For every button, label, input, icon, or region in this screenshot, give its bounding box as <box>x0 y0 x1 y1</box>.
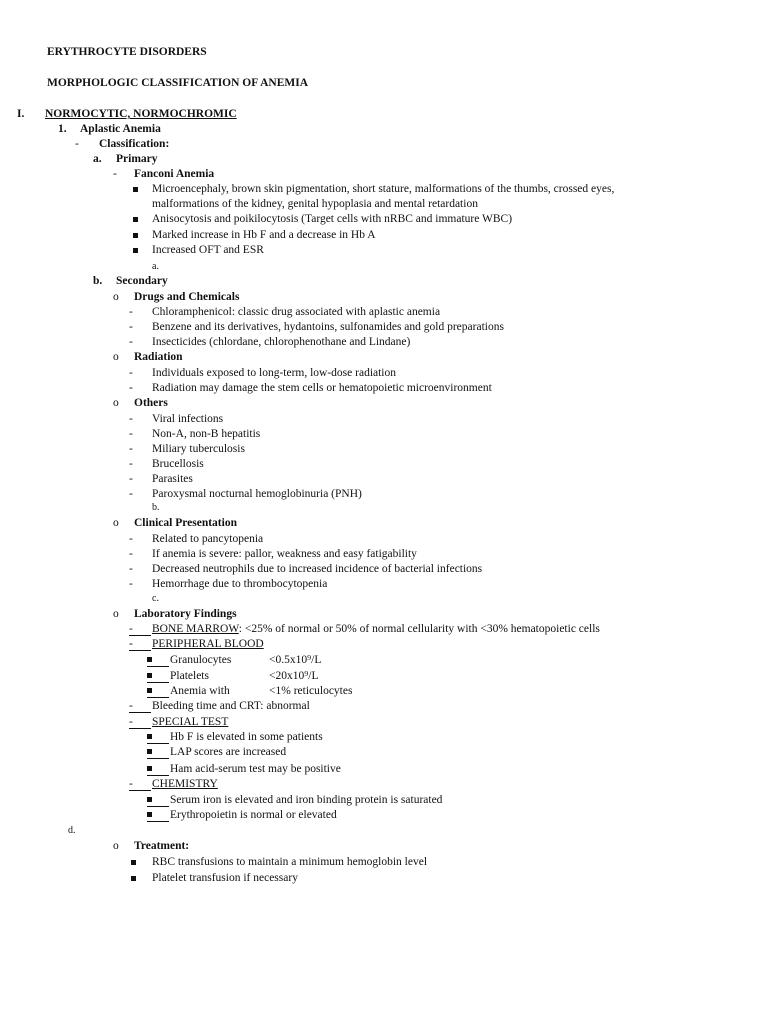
list-item: Hb F is elevated in some patients <box>170 731 323 743</box>
dash-bullet: - <box>129 443 133 455</box>
sub-letter: b. <box>93 275 103 287</box>
square-bullet <box>133 213 138 227</box>
special-test-label: SPECIAL TEST <box>152 716 229 728</box>
list-item: Erythropoietin is normal or elevated <box>170 809 337 821</box>
item-number: 1. <box>58 123 67 135</box>
dash-bullet: - <box>129 367 133 379</box>
dash-bullet: - <box>129 321 133 333</box>
radiation-heading: Radiation <box>134 351 183 363</box>
list-item: If anemia is severe: pallor, weakness and easy fatigability <box>152 548 417 560</box>
bone-marrow-text: : <25% of normal or 50% of normal cellularity with <30% hematopoietic cells <box>238 623 600 635</box>
secondary-heading: Secondary <box>116 275 168 287</box>
treatment-heading: Treatment: <box>134 840 190 852</box>
dash-bullet: - <box>129 306 133 318</box>
square-bullet-underlined <box>147 730 169 744</box>
list-item: Radiation may damage the stem cells or hematopoietic microenvironment <box>152 382 492 394</box>
square-bullet <box>133 183 138 197</box>
list-item: Brucellosis <box>152 458 204 470</box>
list-item: Individuals exposed to long-term, low-dose radiation <box>152 367 397 379</box>
drugs-heading: Drugs and Chemicals <box>134 291 240 303</box>
square-bullet <box>133 244 138 258</box>
dash-bullet: - <box>129 473 133 485</box>
dash-bullet: - <box>129 700 133 712</box>
dash-bullet: - <box>129 413 133 425</box>
list-item: Ham acid-serum test may be positive <box>170 763 341 775</box>
list-item: Chloramphenicol: classic drug associated with aplastic anemia <box>152 306 441 318</box>
square-bullet <box>131 872 136 886</box>
list-item: Hemorrhage due to thrombocytopenia <box>152 578 328 590</box>
sub-letter: a. <box>93 153 102 165</box>
square-bullet-underlined <box>147 653 169 667</box>
dash-bullet: - <box>129 428 133 440</box>
square-bullet-underlined <box>147 793 169 807</box>
primary-heading: Primary <box>116 153 158 165</box>
circle-bullet: o <box>113 517 119 529</box>
section-number: I. <box>17 108 25 120</box>
circle-bullet: o <box>113 397 119 409</box>
dash-bullet: - <box>129 623 133 635</box>
anemia-label: Anemia with <box>170 685 230 697</box>
granulocytes-label: Granulocytes <box>170 654 232 666</box>
dash-bullet: - <box>113 168 117 180</box>
dash-bullet: - <box>129 458 133 470</box>
dash-bullet: - <box>129 578 133 590</box>
circle-bullet: o <box>113 840 119 852</box>
list-item: LAP scores are increased <box>170 746 287 758</box>
list-item: Benzene and its derivatives, hydantoins, sulfonamides and gold preparations <box>152 321 504 333</box>
dash-bullet: - <box>129 638 133 650</box>
item-title-aplastic-anemia: Aplastic Anemia <box>80 123 161 135</box>
fanconi-heading: Fanconi Anemia <box>134 168 215 180</box>
granulocytes-value: <0.5x10⁹/L <box>269 654 322 666</box>
list-item: Decreased neutrophils due to increased incidence of bacterial infections <box>152 563 483 575</box>
section-title: NORMOCYTIC, NORMOCHROMIC <box>45 108 237 120</box>
list-item: Non-A, non-B hepatitis <box>152 428 261 440</box>
list-item: Serum iron is elevated and iron binding protein is saturated <box>170 794 443 806</box>
stray-marker: a. <box>152 261 159 272</box>
list-item: Increased OFT and ESR <box>152 244 264 256</box>
square-bullet-underlined <box>147 808 169 822</box>
dash-bullet: - <box>75 138 79 150</box>
list-item-continued: malformations of the kidney, genital hypoplasia and mental retardation <box>152 198 478 210</box>
peripheral-blood-label: PERIPHERAL BLOOD <box>152 638 264 650</box>
list-item: Miliary tuberculosis <box>152 443 245 455</box>
square-bullet <box>131 856 136 870</box>
square-bullet-underlined <box>147 745 169 759</box>
others-heading: Others <box>134 397 168 409</box>
dash-bullet: - <box>129 336 133 348</box>
circle-bullet: o <box>113 351 119 363</box>
list-item: RBC transfusions to maintain a minimum hemoglobin level <box>152 856 428 868</box>
lab-heading: Laboratory Findings <box>134 608 237 620</box>
classification-heading: Classification: <box>99 138 170 150</box>
list-item: Insecticides (chlordane, chlorophenothane and Lindane) <box>152 336 411 348</box>
list-item: Anisocytosis and poikilocytosis (Target cells with nRBC and immature WBC) <box>152 213 513 225</box>
circle-bullet: o <box>113 291 119 303</box>
bone-marrow-line <box>152 622 600 636</box>
dash-bullet: - <box>129 716 133 728</box>
list-item: Parasites <box>152 473 193 485</box>
list-item: Viral infections <box>152 413 224 425</box>
square-bullet-underlined <box>147 684 169 698</box>
square-bullet <box>133 229 138 243</box>
list-item: Related to pancytopenia <box>152 533 264 545</box>
dash-bullet: - <box>129 778 133 790</box>
bleeding-time-text: Bleeding time and CRT: abnormal <box>152 700 310 712</box>
list-item: Microencephaly, brown skin pigmentation, short stature, malformations of the thumbs, crossed eyes, <box>152 183 615 195</box>
square-bullet-underlined <box>147 669 169 683</box>
circle-bullet: o <box>113 608 119 620</box>
anemia-value: <1% reticulocytes <box>269 685 353 697</box>
stray-marker: c. <box>152 593 159 604</box>
dash-bullet: - <box>129 563 133 575</box>
doc-title: ERYTHROCYTE DISORDERS <box>47 46 207 58</box>
list-item: Marked increase in Hb F and a decrease in Hb A <box>152 229 376 241</box>
dash-bullet: - <box>129 533 133 545</box>
stray-marker: b. <box>152 502 160 513</box>
chemistry-label: CHEMISTRY <box>152 778 218 790</box>
stray-marker: d. <box>68 825 76 836</box>
bone-marrow-label: BONE MARROW <box>152 623 239 635</box>
square-bullet-underlined <box>147 762 169 776</box>
dash-bullet: - <box>129 488 133 500</box>
platelets-value: <20x10⁹/L <box>269 670 319 682</box>
platelets-label: Platelets <box>170 670 209 682</box>
dash-bullet: - <box>129 382 133 394</box>
doc-subtitle: MORPHOLOGIC CLASSIFICATION OF ANEMIA <box>47 77 309 89</box>
clinical-heading: Clinical Presentation <box>134 517 237 529</box>
list-item: Paroxysmal nocturnal hemoglobinuria (PNH) <box>152 488 362 500</box>
list-item: Platelet transfusion if necessary <box>152 872 298 884</box>
dash-bullet: - <box>129 548 133 560</box>
